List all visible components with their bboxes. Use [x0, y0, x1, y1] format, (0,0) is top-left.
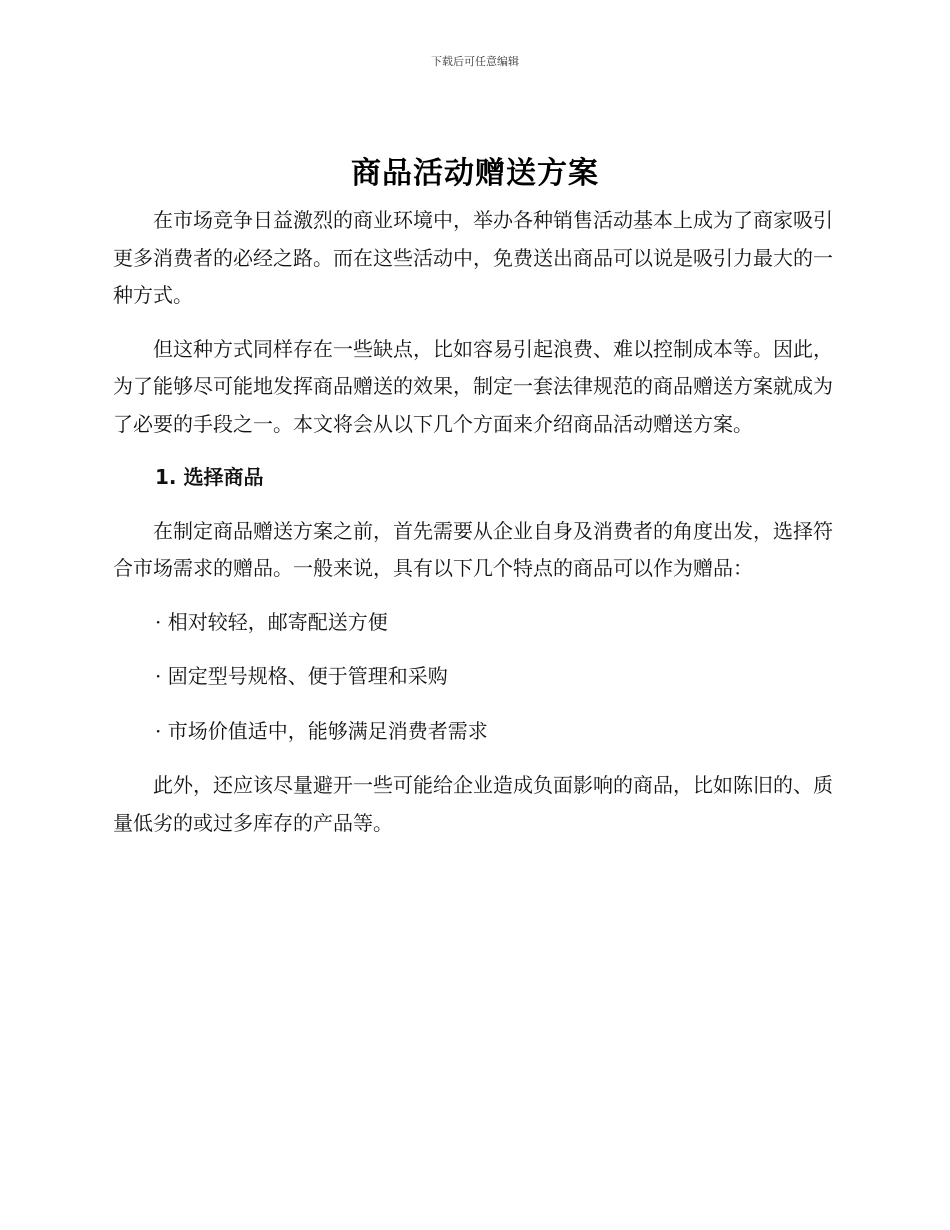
section-paragraph: 在制定商品赠送方案之前，首先需要从企业自身及消费者的角度出发，选择符合市场需求的赠品。一般来说，具有以下几个特点的商品可以作为赠品：: [113, 518, 833, 580]
bullet-item: · 市场价值适中，能够满足消费者需求: [155, 718, 488, 743]
document-body: [113, 202, 833, 858]
intro-paragraph-2: 但这种方式同样存在一些缺点，比如容易引起浪费、难以控制成本等。因此，为了能够尽可能地发挥商品赠送的效果，制定一套法律规范的商品赠送方案就成为了必要的手段之一。本文将会从以下几个方面来介绍商品活动赠送方案。: [113, 336, 833, 436]
section-heading-select-goods: 1. 选择商品: [155, 465, 264, 489]
section-closing-paragraph: 此外，还应该尽量避开一些可能给企业造成负面影响的商品，比如陈旧的、质量低劣的或过多库存的产品等。: [113, 773, 833, 835]
bullet-item: · 相对较轻，邮寄配送方便: [155, 609, 388, 634]
page-header-note: 下载后可任意编辑: [431, 55, 519, 68]
bullet-item: · 固定型号规格、便于管理和采购: [155, 664, 448, 688]
intro-paragraph-1: 在市场竞争日益激烈的商业环境中，举办各种销售活动基本上成为了商家吸引更多消费者的必经之路。而在这些活动中，免费送出商品可以说是吸引力最大的一种方式。: [113, 208, 833, 307]
document-title: 商品活动赠送方案: [351, 156, 599, 191]
